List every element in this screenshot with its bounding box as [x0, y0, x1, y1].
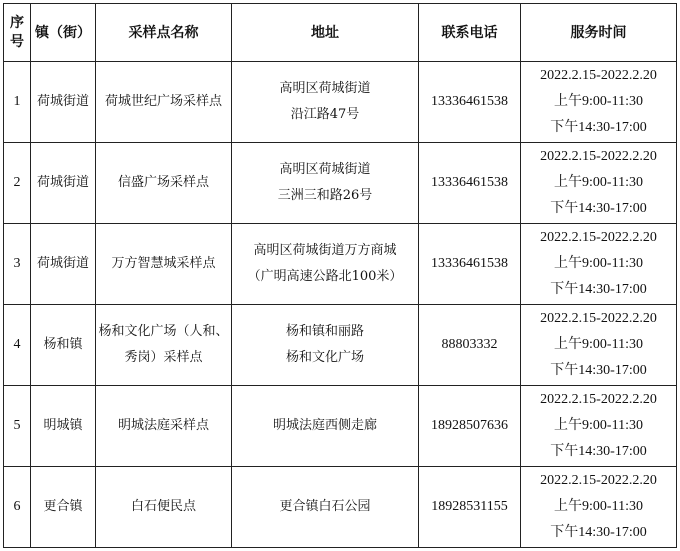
cell-town: 荷城街道: [31, 143, 96, 224]
cell-phone: 13336461538: [419, 224, 521, 305]
cell-no: 5: [4, 386, 31, 467]
cell-service-time-line: 上午9:00-11:30: [554, 418, 643, 433]
cell-site-name-line: 荷城世纪广场采样点: [104, 94, 222, 109]
cell-site-name: [96, 224, 232, 305]
cell-site-name: [96, 62, 232, 143]
table-row: [4, 224, 677, 305]
cell-address: [232, 143, 419, 224]
table-row: [4, 143, 677, 224]
cell-service-time-line: 2022.2.15-2022.2.20: [540, 473, 657, 488]
cell-service-time-line: 下午14:30-17:00: [550, 201, 647, 216]
cell-address-line: 杨和镇和丽路: [285, 324, 364, 339]
cell-service-time-line: 上午9:00-11:30: [554, 499, 643, 514]
cell-site-name: [96, 143, 232, 224]
cell-site-name-line: 信盛广场采样点: [117, 175, 209, 190]
sampling-sites-table: [3, 3, 677, 548]
cell-site-name: [96, 386, 232, 467]
cell-address-line: 高明区荷城街道: [279, 162, 371, 177]
cell-service-time: [521, 467, 677, 548]
cell-site-name-line: 白石便民点: [130, 499, 196, 514]
cell-address-line: 高明区荷城街道万方商城: [253, 243, 397, 258]
cell-address: [232, 467, 419, 548]
cell-site-name-line: 杨和文化广场（人和、: [98, 324, 229, 339]
header-row: [4, 4, 677, 62]
cell-address-line: 沿江路47号: [290, 107, 360, 122]
cell-address: [232, 62, 419, 143]
header-town: 镇（街）: [31, 4, 96, 62]
cell-phone: 88803332: [419, 305, 521, 386]
cell-no: 2: [4, 143, 31, 224]
cell-site-name-line: 秀岗）采样点: [124, 350, 203, 365]
cell-no: 4: [4, 305, 31, 386]
table-row: [4, 62, 677, 143]
cell-service-time: [521, 62, 677, 143]
table-row: [4, 467, 677, 548]
cell-service-time-line: 上午9:00-11:30: [554, 175, 643, 190]
cell-address-line: 杨和文化广场: [285, 350, 364, 365]
cell-address: [232, 386, 419, 467]
cell-service-time: [521, 305, 677, 386]
table-row: [4, 305, 677, 386]
cell-service-time-line: 2022.2.15-2022.2.20: [540, 149, 657, 164]
header-site-name: 采样点名称: [96, 4, 232, 62]
cell-service-time-line: 上午9:00-11:30: [554, 256, 643, 271]
cell-no: 1: [4, 62, 31, 143]
cell-address-line: （广明高速公路北100米）: [247, 269, 403, 284]
cell-address-line: 高明区荷城街道: [279, 81, 371, 96]
cell-service-time: [521, 224, 677, 305]
cell-town: 荷城街道: [31, 62, 96, 143]
cell-town: 明城镇: [31, 386, 96, 467]
header-no: [4, 4, 31, 62]
cell-site-name: [96, 305, 232, 386]
cell-no: 3: [4, 224, 31, 305]
cell-address: [232, 305, 419, 386]
table-row: [4, 386, 677, 467]
cell-town: 荷城街道: [31, 224, 96, 305]
cell-service-time-line: 下午14:30-17:00: [550, 363, 647, 378]
cell-service-time: [521, 143, 677, 224]
header-address: 地址: [232, 4, 419, 62]
cell-address-line: 三洲三和路26号: [277, 188, 373, 203]
cell-service-time-line: 2022.2.15-2022.2.20: [540, 230, 657, 245]
cell-address: [232, 224, 419, 305]
cell-service-time-line: 2022.2.15-2022.2.20: [540, 311, 657, 326]
header-service-time: 服务时间: [521, 4, 677, 62]
cell-service-time-line: 2022.2.15-2022.2.20: [540, 68, 657, 83]
cell-service-time-line: 下午14:30-17:00: [550, 120, 647, 135]
cell-service-time-line: 下午14:30-17:00: [550, 282, 647, 297]
cell-service-time: [521, 386, 677, 467]
cell-service-time-line: 下午14:30-17:00: [550, 525, 647, 540]
cell-site-name: [96, 467, 232, 548]
cell-phone: 18928507636: [419, 386, 521, 467]
header-phone: 联系电话: [419, 4, 521, 62]
header-no-line-2: 号: [10, 33, 24, 50]
cell-site-name-line: 万方智慧城采样点: [111, 256, 216, 271]
header-no-line-1: 序: [10, 14, 24, 31]
cell-address-line: 更合镇白石公园: [279, 499, 371, 514]
cell-town: 更合镇: [31, 467, 96, 548]
cell-service-time-line: 下午14:30-17:00: [550, 444, 647, 459]
cell-service-time-line: 上午9:00-11:30: [554, 337, 643, 352]
cell-service-time-line: 2022.2.15-2022.2.20: [540, 392, 657, 407]
table-body: [4, 62, 677, 548]
cell-phone: 13336461538: [419, 143, 521, 224]
cell-site-name-line: 明城法庭采样点: [117, 418, 209, 433]
cell-phone: 13336461538: [419, 62, 521, 143]
cell-address-line: 明城法庭西侧走廊: [272, 418, 377, 433]
cell-service-time-line: 上午9:00-11:30: [554, 94, 643, 109]
cell-phone: 18928531155: [419, 467, 521, 548]
cell-no: 6: [4, 467, 31, 548]
cell-town: 杨和镇: [31, 305, 96, 386]
